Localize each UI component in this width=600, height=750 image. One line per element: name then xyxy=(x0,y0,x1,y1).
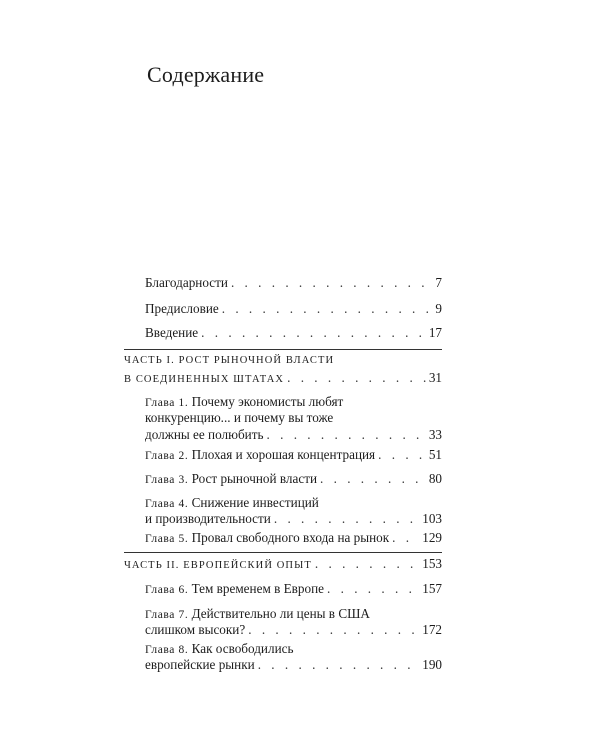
leader-dots xyxy=(258,656,420,673)
chapter-title-line: слишком высоки? xyxy=(145,622,246,637)
leader-dots xyxy=(201,324,426,341)
toc-entry-page: 31 xyxy=(428,370,442,385)
section-divider xyxy=(124,552,442,553)
chapter-prefix: Глава 7. xyxy=(145,609,189,621)
toc-entry-chapter-5[interactable] xyxy=(145,529,442,548)
toc-entry-label: Благодарности xyxy=(145,275,228,290)
toc-entry-page: 7 xyxy=(435,275,442,290)
toc-entry-acknowledgements[interactable] xyxy=(145,274,442,291)
chapter-title-line: конкуренцию... и почему вы тоже xyxy=(145,410,334,425)
leader-dots xyxy=(320,470,426,487)
chapter-prefix: Глава 6. xyxy=(145,584,189,596)
part-2-title: ЧАСТЬ II. ЕВРОПЕЙСКИЙ ОПЫТ xyxy=(124,560,312,571)
toc-entry-page: 153 xyxy=(422,556,442,571)
toc-entry-chapter-3[interactable] xyxy=(145,470,442,489)
chapter-title-line: европейские рынки xyxy=(145,657,255,672)
toc-entry-part-1[interactable] xyxy=(124,369,442,388)
part-1-title-line2: В СОЕДИНЕННЫХ ШТАТАХ xyxy=(124,374,285,385)
leader-dots xyxy=(315,555,419,572)
chapter-prefix: Глава 3. xyxy=(145,474,189,486)
toc-entry-label: Введение xyxy=(145,325,199,340)
toc-entry-chapter-6[interactable] xyxy=(145,580,442,599)
toc-entry-page: 33 xyxy=(428,427,442,442)
toc-entry-page: 51 xyxy=(428,447,442,462)
toc-entry-page: 129 xyxy=(422,530,442,545)
leader-dots xyxy=(327,580,419,597)
toc-entry-preface[interactable] xyxy=(145,300,442,317)
toc-entry-page: 80 xyxy=(428,471,442,486)
toc-entry-introduction[interactable] xyxy=(145,324,442,341)
chapter-title-line: Рост рыночной власти xyxy=(191,471,318,486)
chapter-title-line: Тем временем в Европе xyxy=(191,581,324,596)
leader-dots xyxy=(378,446,426,463)
toc-entry-chapter-1-end[interactable] xyxy=(145,426,442,443)
chapter-prefix: Глава 2. xyxy=(145,450,189,462)
chapter-prefix: Глава 8. xyxy=(145,644,189,656)
chapter-title-line: Снижение инвестиций xyxy=(191,495,319,510)
page-title: Содержание xyxy=(147,62,265,87)
leader-dots xyxy=(287,369,426,386)
toc-entry-chapter-4-end[interactable] xyxy=(145,510,442,527)
chapter-title-line: и производительности xyxy=(145,511,271,526)
chapter-prefix: Глава 4. xyxy=(145,498,189,510)
chapter-prefix: Глава 5. xyxy=(145,533,189,545)
part-1-title-line1[interactable]: ЧАСТЬ I. РОСТ РЫНОЧНОЙ ВЛАСТИ xyxy=(124,355,335,366)
chapter-title-line: Почему экономисты любят xyxy=(191,394,344,409)
chapter-title-line: Действительно ли цены в США xyxy=(191,606,370,621)
leader-dots xyxy=(222,300,433,317)
toc-entry-page: 157 xyxy=(422,581,442,596)
chapter-title-line: Плохая и хорошая концентрация xyxy=(191,447,376,462)
toc-entry-page: 17 xyxy=(428,325,442,340)
toc-entry-page: 103 xyxy=(422,511,442,526)
leader-dots xyxy=(231,274,432,291)
chapter-title-line: Провал свободного входа на рынок xyxy=(191,530,390,545)
toc-entry-chapter-7-end[interactable] xyxy=(145,621,442,638)
section-divider xyxy=(124,349,442,350)
leader-dots xyxy=(392,529,419,546)
toc-entry-part-2[interactable] xyxy=(124,555,442,574)
toc-entry-page: 9 xyxy=(435,301,442,316)
toc-entry-label: Предисловие xyxy=(145,301,219,316)
toc-entry-chapter-8-end[interactable] xyxy=(145,656,442,673)
toc-entry-page: 190 xyxy=(422,657,442,672)
toc-entry-chapter-2[interactable] xyxy=(145,446,442,465)
chapter-title-line: должны ее полюбить xyxy=(145,427,264,442)
leader-dots xyxy=(274,510,419,527)
toc-entry-page: 172 xyxy=(422,622,442,637)
leader-dots xyxy=(267,426,426,443)
leader-dots xyxy=(248,621,419,638)
chapter-prefix: Глава 1. xyxy=(145,397,189,409)
chapter-title-line: Как освободились xyxy=(191,641,294,656)
